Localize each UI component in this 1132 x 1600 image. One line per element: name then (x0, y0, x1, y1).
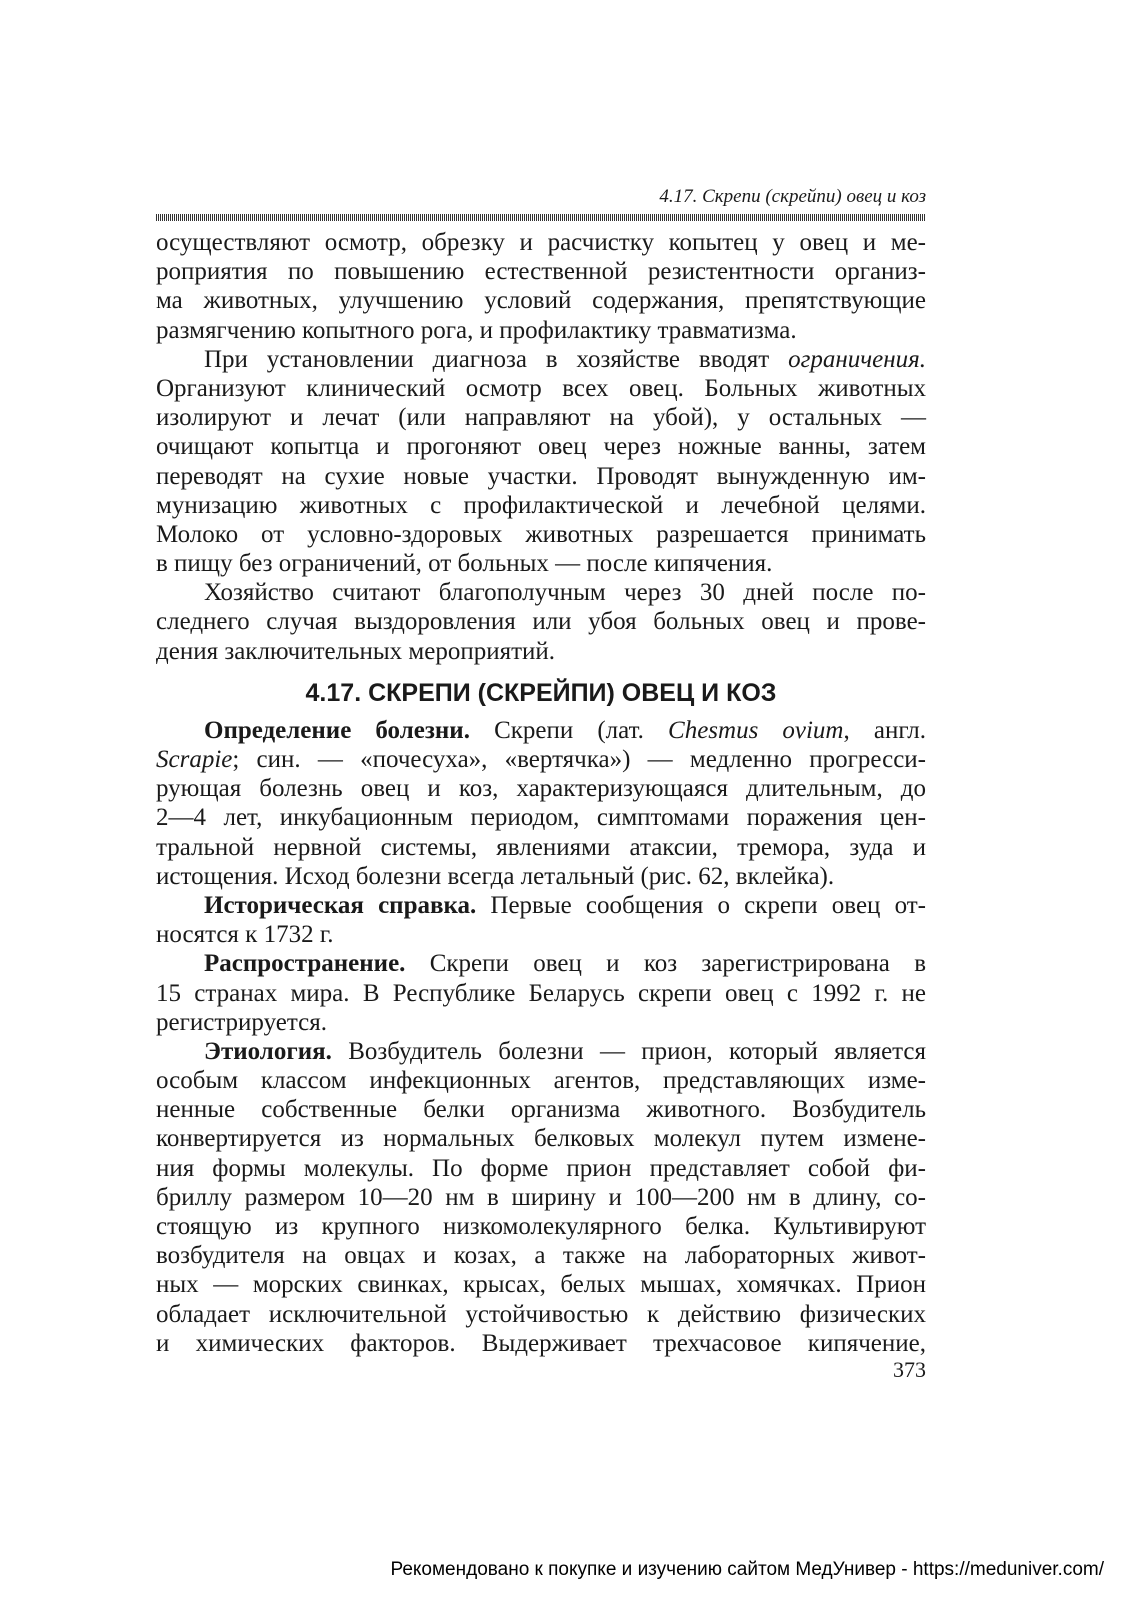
text-line: тральной нервной системы, явлениями атаксии, тремора, зуда и (156, 833, 926, 861)
text-line: Scrapie; син. — «почесуха», «вертячка») — медленно прогресси- (156, 746, 926, 773)
run-in-heading: Определение болезни. (204, 716, 470, 744)
text-line: Распространение. Скрепи овец и коз зарегистрирована в (204, 950, 926, 978)
text-line: роприятия по повышению естественной резистентности организ- (156, 258, 926, 286)
text-line: Определение болезни. Скрепи (лат. Chesmus ovium, англ. (204, 716, 927, 744)
text-line: мунизацию животных с профилактической и лечебной целями. (156, 491, 926, 519)
text-line: ненные собственные белки организма животного. Возбудитель (156, 1096, 926, 1124)
text-line: Молоко от условно-здоровых животных разрешается принимать (156, 520, 926, 548)
section-title: 4.17. СКРЕПИ (СКРЕЙПИ) ОВЕЦ И КОЗ (305, 678, 777, 707)
english-term: Scrapie (156, 746, 233, 773)
text-line: стоящую из крупного низкомолекулярного белка. Культивируют (156, 1213, 926, 1240)
text-line: дения заключительных мероприятий. (156, 637, 556, 665)
text-line: 2—4 лет, инкубационным периодом, симптомами поражения цен- (156, 804, 926, 832)
run-in-heading: Этиология. (204, 1037, 332, 1065)
text-line: 15 странах мира. В Республике Беларусь скрепи овец с 1992 г. не (156, 979, 926, 1007)
text-line: следнего случая выздоровления или убоя больных овец и прове- (156, 608, 926, 636)
text-line: размягчению копытного рога, и профилактику травматизма. (156, 316, 797, 344)
text-line: особым классом инфекционных агентов, представляющих изме- (156, 1067, 926, 1095)
running-header: 4.17. Скрепи (скрейпи) овец и коз (659, 186, 926, 207)
run-in-heading: Распространение. (204, 950, 406, 978)
text-line: Хозяйство считают благополучным через 30 дней после по- (204, 579, 926, 607)
text-line: ных — морских свинках, крысах, белых мышах, хомячках. Прион (156, 1271, 926, 1299)
latin-term: Chesmus ovium (668, 716, 844, 744)
text-line: Историческая справка. Первые сообщения о скрепи овец от- (204, 891, 926, 919)
text-line: При установлении диагноза в хозяйстве вводят ограничения. (204, 345, 927, 373)
text-line: ма животных, улучшению условий содержания, препятствующие (156, 287, 926, 315)
text-line: возбудителя на овцах и козах, а также на лабораторных живот- (156, 1242, 926, 1270)
text-line: Организуют клинический осмотр всех овец. Больных животных (156, 374, 926, 402)
text-line: ния формы молекулы. По форме прион представляет собой фи- (156, 1154, 926, 1182)
header-rule (156, 214, 926, 221)
text-line: истощения. Исход болезни всегда летальный (рис. 62, вклейка). (156, 862, 835, 890)
text-line: изолируют и лечат (или направляют на убой), у остальных — (156, 404, 926, 432)
text-line: в пищу без ограничений, от больных — после кипячения. (156, 550, 773, 578)
page-body (156, 228, 926, 1358)
italic-term: ограничения. (788, 345, 927, 373)
text-line: осуществляют осмотр, обрезку и расчистку копытец у овец и ме- (156, 229, 926, 256)
run-in-heading: Историческая справка. (204, 891, 477, 919)
text-line: очищают копытца и прогоняют овец через ножные ванны, затем (156, 433, 926, 461)
page-number: 373 (893, 1357, 926, 1382)
text-line: конвертируется из нормальных белковых молекул путем измене- (156, 1125, 926, 1153)
text-line: носятся к 1732 г. (156, 921, 334, 949)
text-line: бриллу размером 10—20 нм в ширину и 100—200 нм в длину, со- (156, 1183, 926, 1211)
text-line: регистрируется. (156, 1008, 327, 1036)
footer-note: Рекомендовано к покупке и изучению сайтом МедУнивер - https://meduniver.com/ (390, 1559, 1104, 1580)
text-line: и химических факторов. Выдерживает трехчасовое кипячение, (156, 1329, 926, 1357)
text-line: рующая болезнь овец и коз, характеризующаяся длительным, до (156, 775, 926, 803)
text-line: обладает исключительной устойчивостью к действию физических (156, 1300, 926, 1328)
text-line: Этиология. Возбудитель болезни — прион, который является (204, 1037, 927, 1065)
text-line: переводят на сухие новые участки. Проводят вынужденную им- (156, 462, 926, 490)
